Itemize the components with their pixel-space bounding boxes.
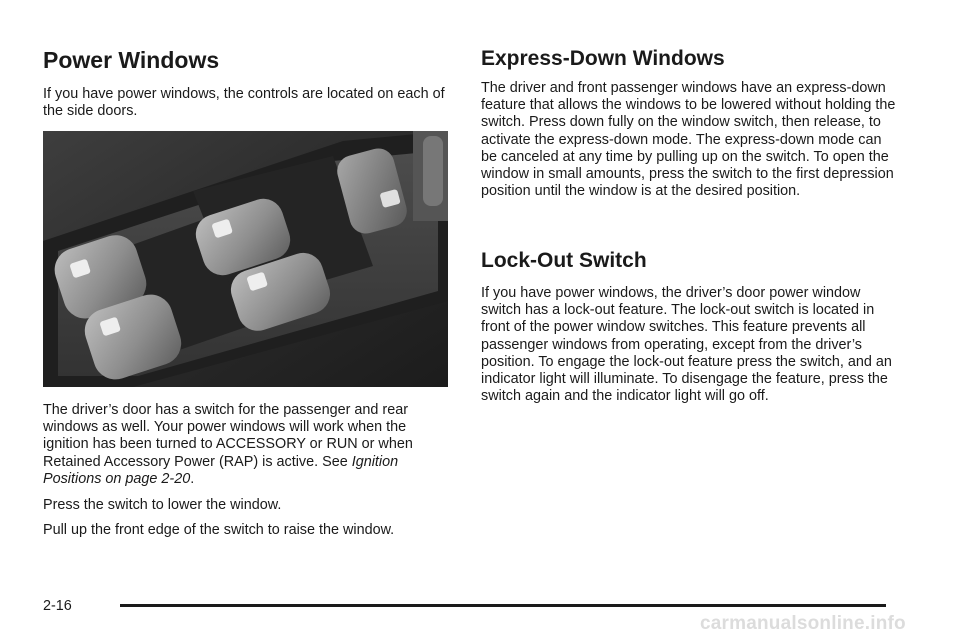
driver-text-end: . [190,470,195,487]
raise-window-instruction: Pull up the front edge of the switch to raise the window. [43,522,395,538]
express-down-paragraph: The driver and front passenger windows have an express-down feature that allows the windows to be lowered without holding the switch. Press down fully on the window switch, then release, to activate the express-down mode. The express-down mode can be canceled at any time by pulling up on the switch. To open the window in small amounts, press the switch to the first depression position until the window is at the desired position. [481,80,896,200]
lock-out-paragraph: If you have power windows, the driver’s door power window switch has a lock-out feature. The lock-out switch is located in front of the power window switches. This feature prevents all passenger windows from operating, except from the driver’s position. To engage the lock-out feature press the switch, and an indicator light will illuminate. To disengage the feature, press the switch again and the indicator light will go off. [481,285,892,405]
section-title-lock-out: Lock-Out Switch [481,249,647,272]
driver-door-paragraph [43,402,451,488]
section-title-express-down: Express-Down Windows [481,47,725,70]
page-number: 2-16 [43,598,72,614]
intro-paragraph: If you have power windows, the controls are located on each of the side doors. [43,86,445,120]
driver-text: The driver’s door has a switch for the passenger and rear windows as well. Your power windows will work when the ignition has been turned to ACCESSORY or RUN or when Retained Accessory Power (RAP) is active. See [43,402,413,470]
footer-rule [120,604,886,607]
ignition-positions-reference: Ignition Positions on page 2-20 [43,453,399,487]
window-switch-panel-illustration [43,131,448,387]
lower-window-instruction: Press the switch to lower the window. [43,497,282,513]
watermark-text: carmanualsonline.info [700,613,906,634]
window-switch-panel-photo [43,131,448,387]
section-title-power-windows: Power Windows [43,47,220,73]
